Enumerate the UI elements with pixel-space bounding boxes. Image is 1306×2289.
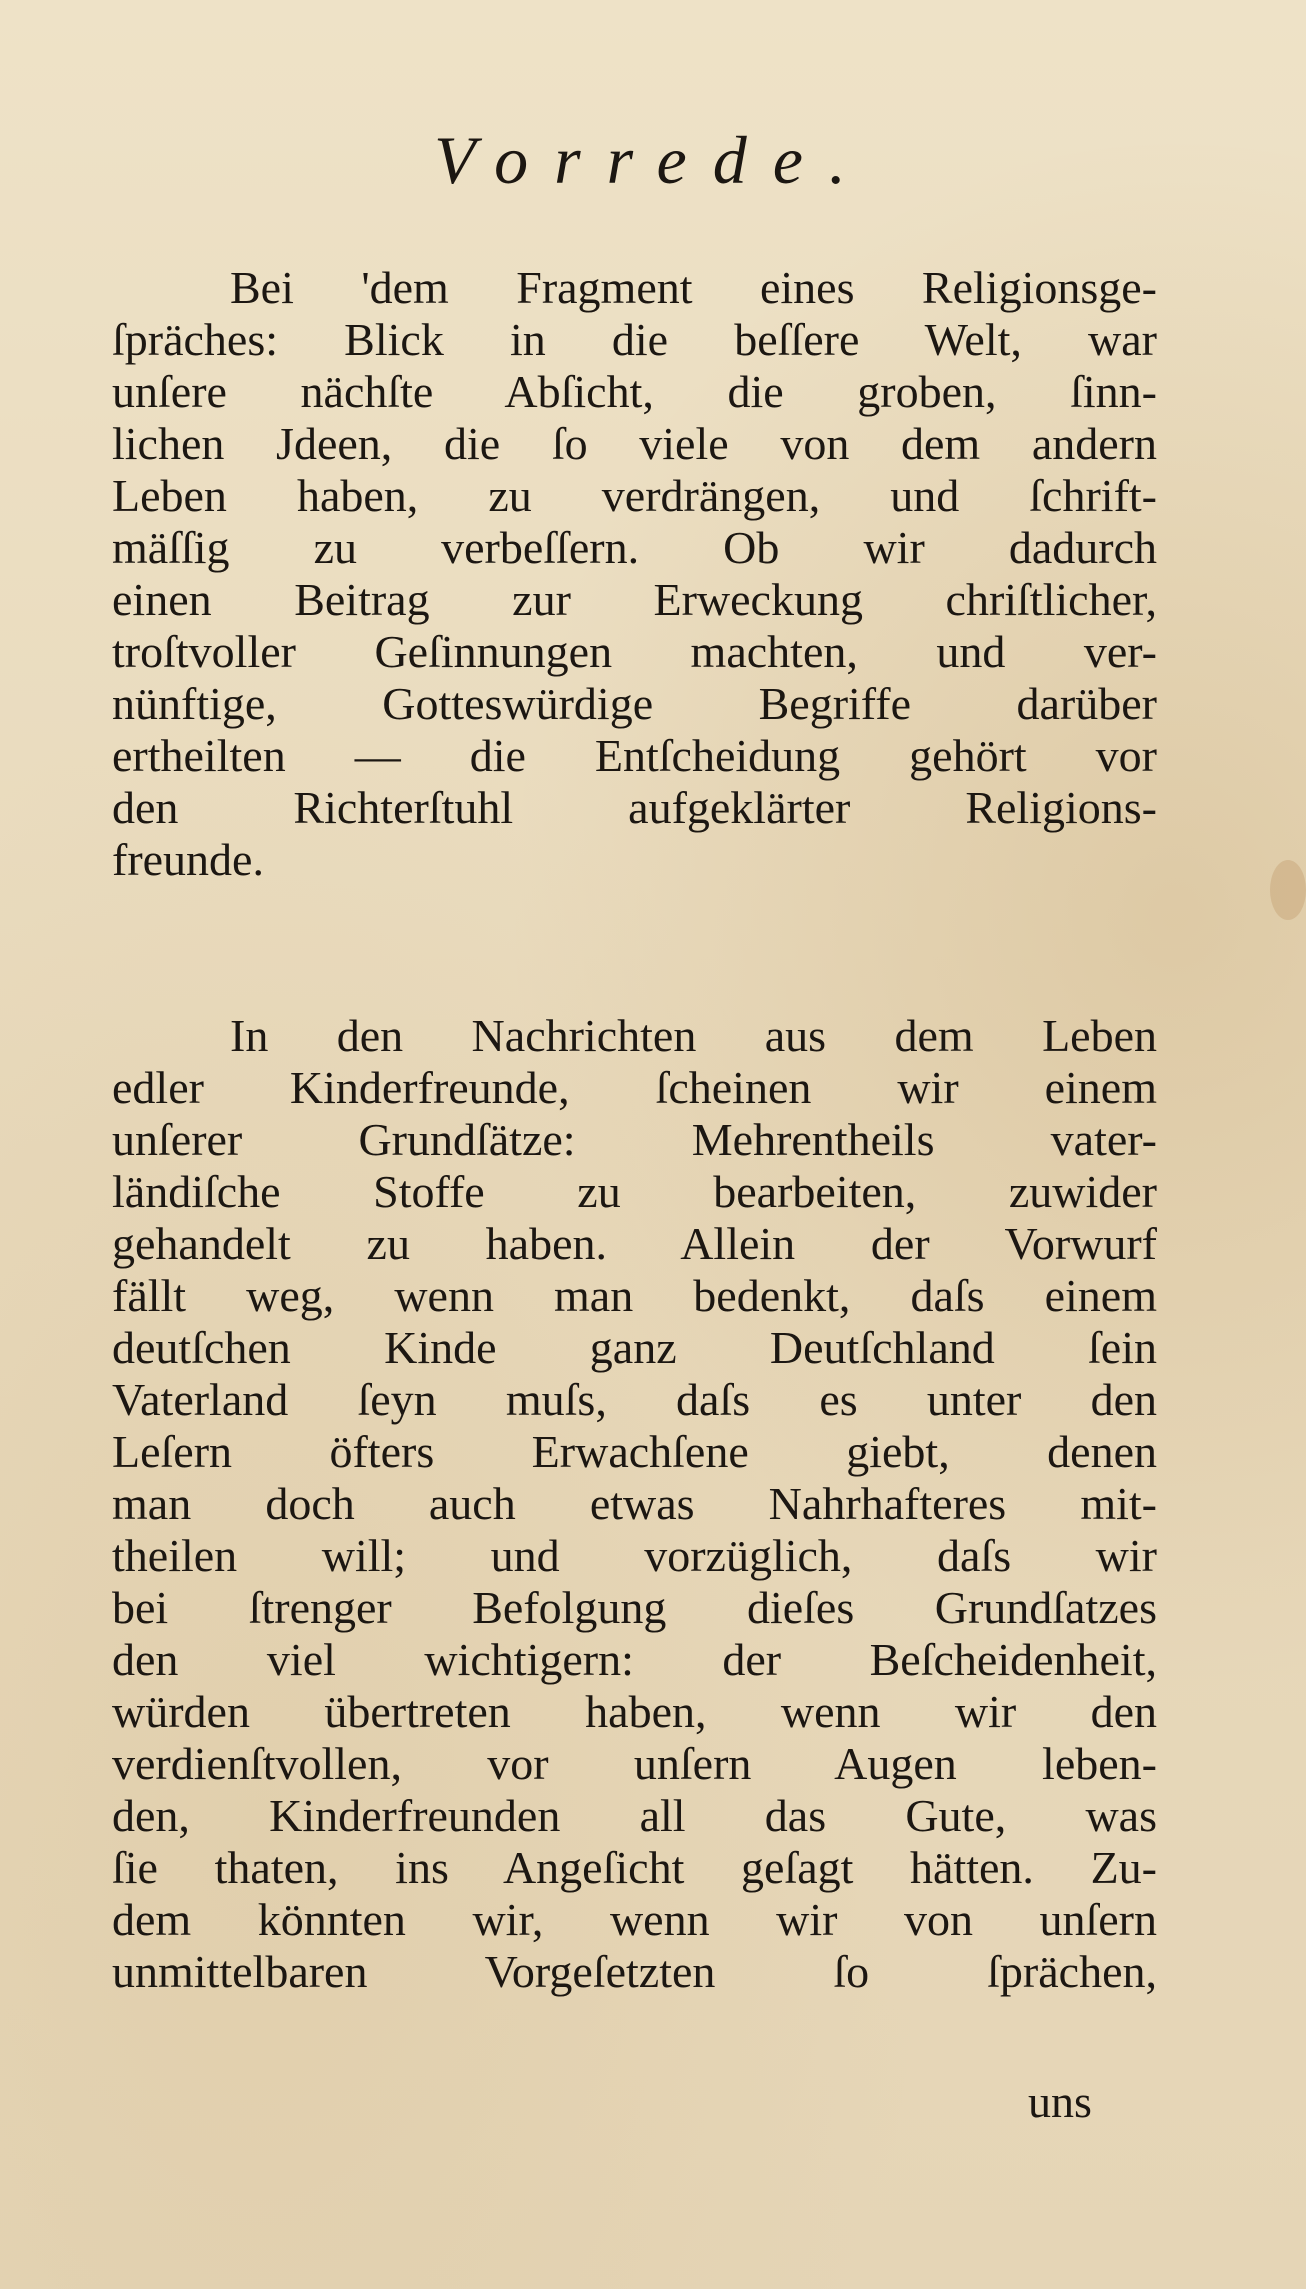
text-line: dem könnten wir, wenn wir von unſern: [112, 1894, 1157, 1945]
paper-stain: [1270, 860, 1306, 920]
catchword: uns: [1028, 2076, 1092, 2127]
text-line: gehandelt zu haben. Allein der Vorwurf: [112, 1218, 1157, 1269]
text-line: ertheilten — die Entſcheidung gehört vor: [112, 730, 1157, 781]
text-line: den viel wichtigern: der Beſcheidenheit,: [112, 1634, 1157, 1685]
page-heading: Vorrede.: [434, 122, 872, 198]
text-line: ſie thaten, ins Angeſicht geſagt hätten. Zu-: [112, 1842, 1157, 1893]
text-line: lichen Jdeen, die ſo viele von dem andern: [112, 418, 1157, 469]
text-line: unſerer Grundſätze: Mehrentheils vater-: [112, 1114, 1157, 1165]
text-line: unmittelbaren Vorgeſetzten ſo ſprächen,: [112, 1946, 1157, 1997]
text-line: theilen will; und vorzüglich, daſs wir: [112, 1530, 1157, 1581]
text-line: den Richterſtuhl aufgeklärter Religions-: [112, 782, 1157, 833]
text-line: nünftige, Gotteswürdige Begriffe darüber: [112, 678, 1157, 729]
text-line: einen Beitrag zur Erweckung chriſtlicher,: [112, 574, 1157, 625]
text-line: In den Nachrichten aus dem Leben: [230, 1010, 1157, 1061]
text-line: Vaterland ſeyn muſs, daſs es unter den: [112, 1374, 1157, 1425]
text-line: mäſſig zu verbeſſern. Ob wir dadurch: [112, 522, 1157, 573]
text-line: freunde.: [112, 834, 264, 885]
text-line: den, Kinderfreunden all das Gute, was: [112, 1790, 1157, 1841]
text-line: troſtvoller Geſinnungen machten, und ver-: [112, 626, 1157, 677]
text-line: edler Kinderfreunde, ſcheinen wir einem: [112, 1062, 1157, 1113]
text-line: verdienſtvollen, vor unſern Augen leben-: [112, 1738, 1157, 1789]
text-line: Leben haben, zu verdrängen, und ſchrift-: [112, 470, 1157, 521]
text-line: ſpräches: Blick in die beſſere Welt, war: [112, 314, 1157, 365]
text-line: unſere nächſte Abſicht, die groben, ſinn-: [112, 366, 1157, 417]
text-line: deutſchen Kinde ganz Deutſchland ſein: [112, 1322, 1157, 1373]
paragraph-2: [112, 1010, 1157, 1998]
paragraph-1: [112, 262, 1157, 886]
text-line: man doch auch etwas Nahrhafteres mit-: [112, 1478, 1157, 1529]
text-line: fällt weg, wenn man bedenkt, daſs einem: [112, 1270, 1157, 1321]
text-line: bei ſtrenger Befolgung dieſes Grundſatzes: [112, 1582, 1157, 1633]
text-line: Leſern öfters Erwachſene giebt, denen: [112, 1426, 1157, 1477]
text-line: Bei 'dem Fragment eines Religionsge-: [230, 262, 1157, 313]
text-line: ländiſche Stoffe zu bearbeiten, zuwider: [112, 1166, 1157, 1217]
text-line: würden übertreten haben, wenn wir den: [112, 1686, 1157, 1737]
